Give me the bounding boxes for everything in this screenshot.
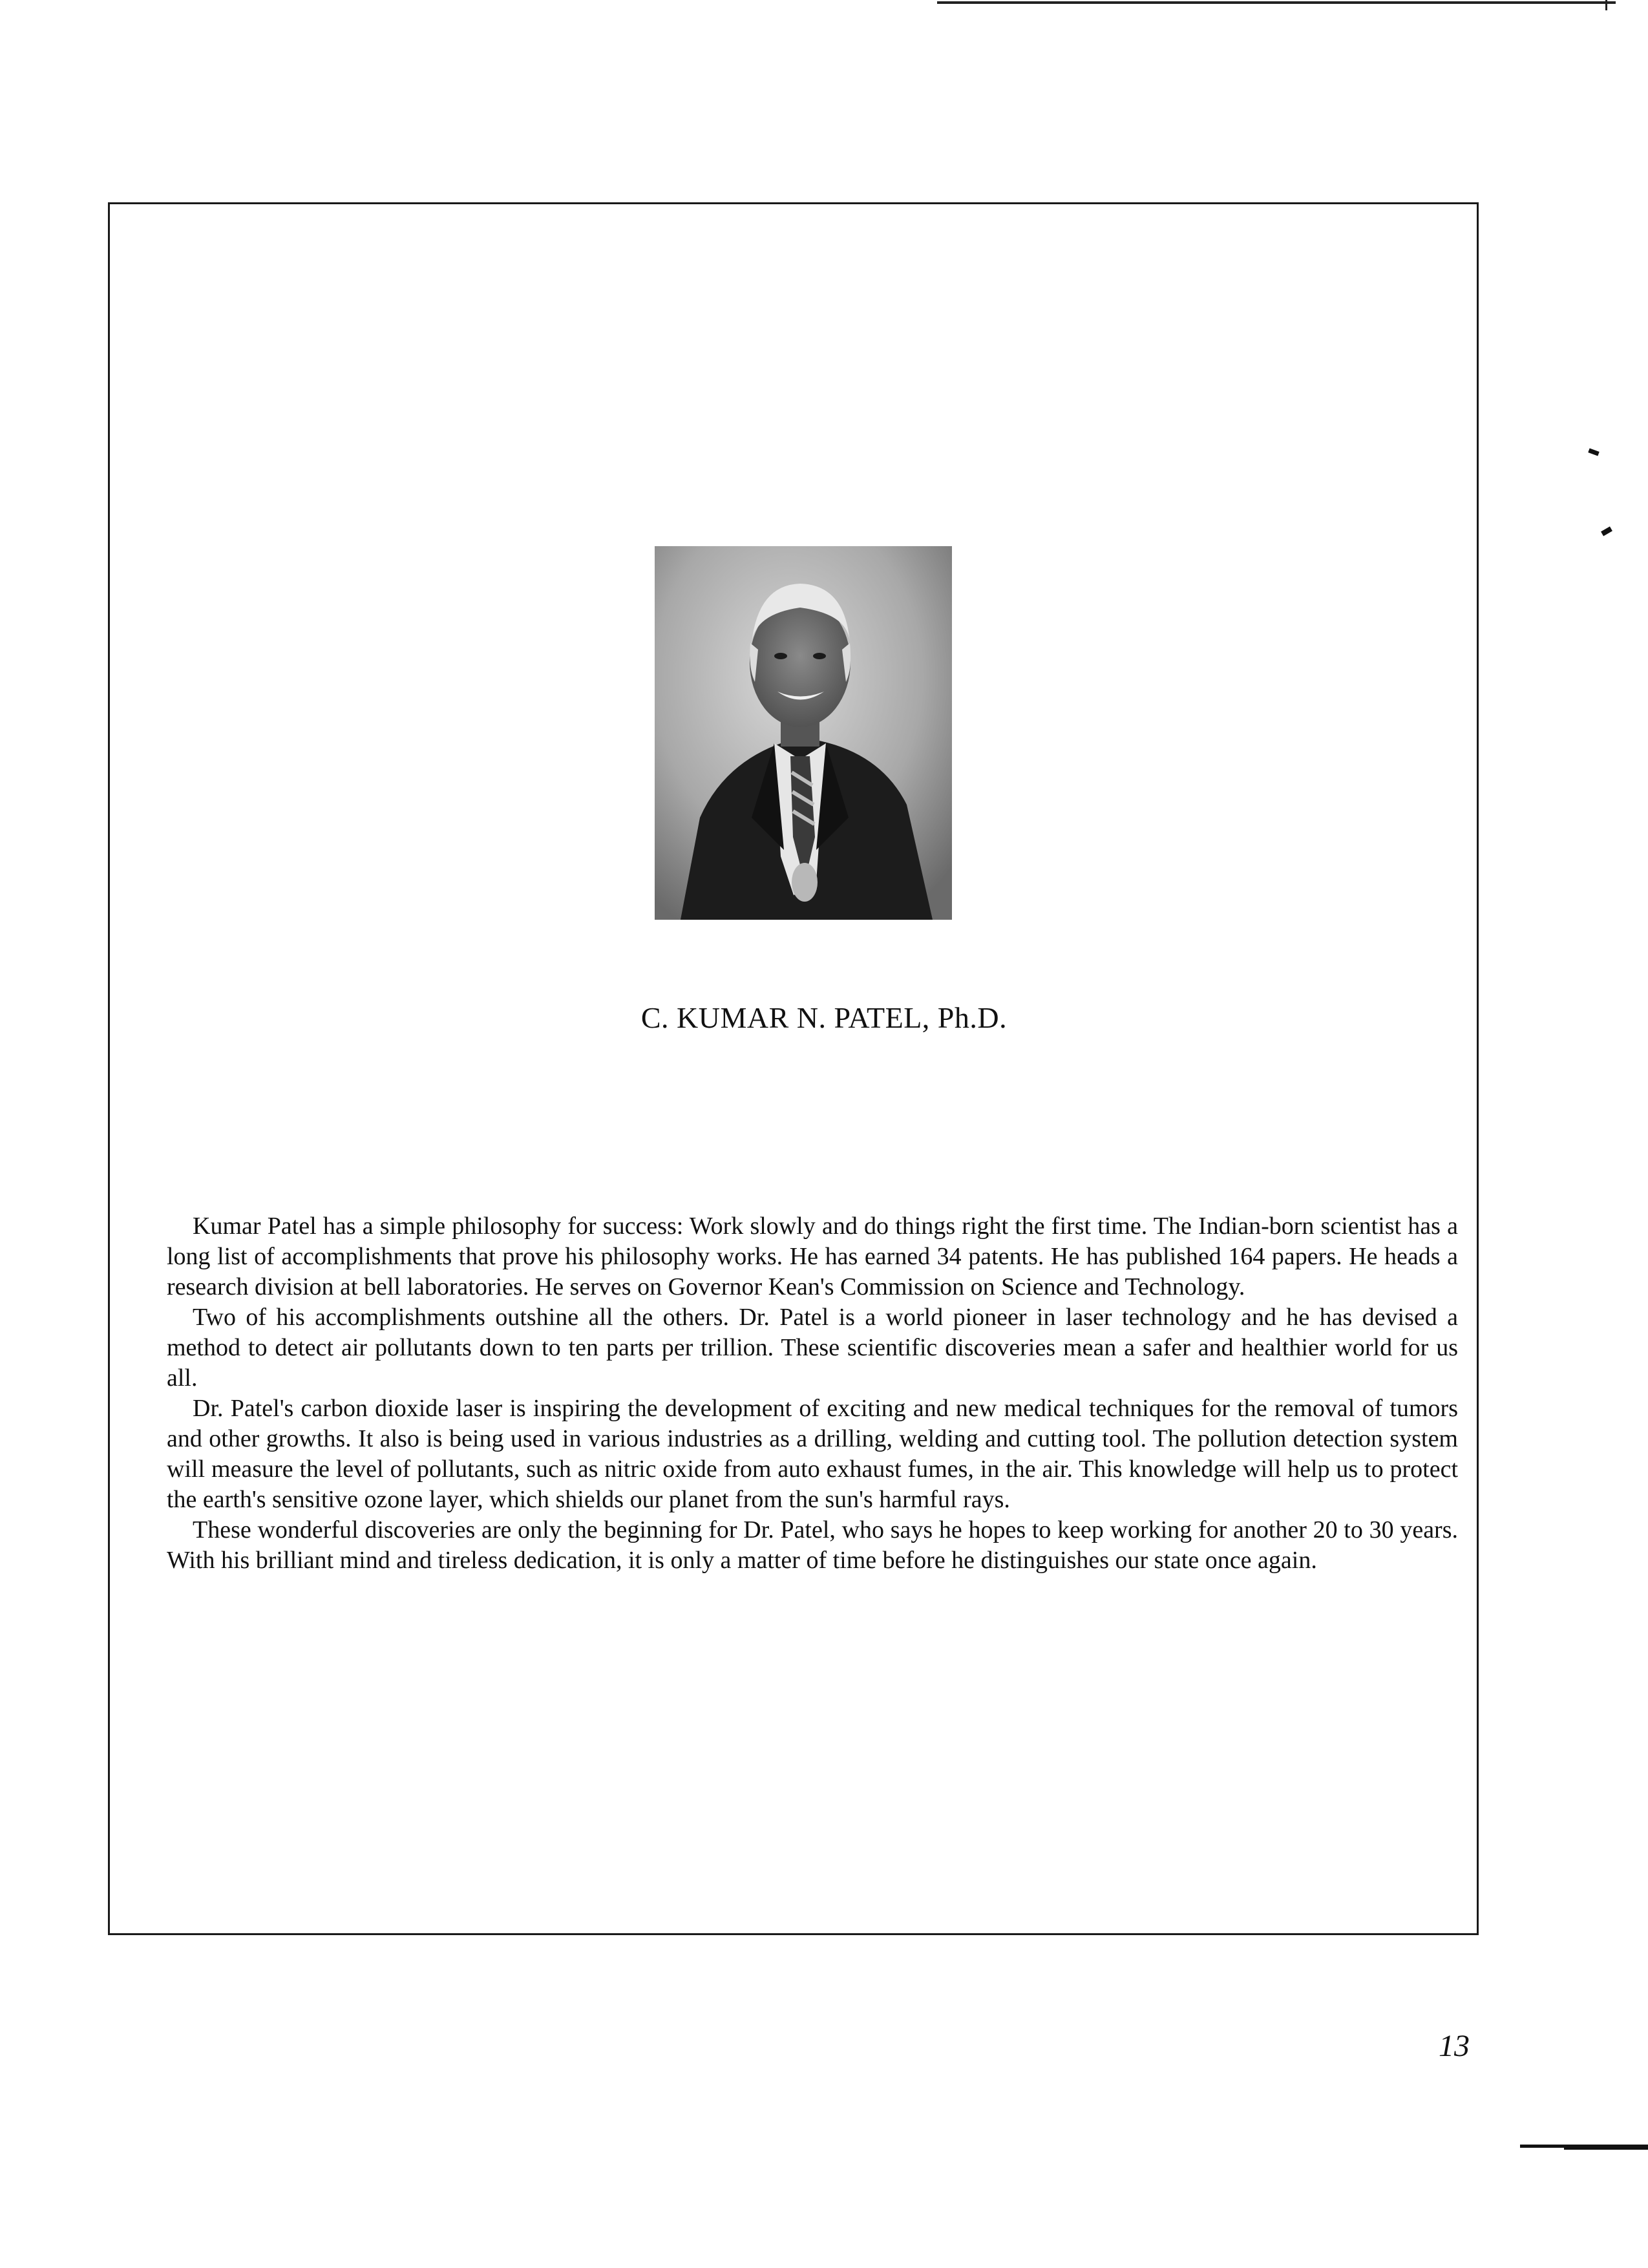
- article-paragraph: These wonderful discoveries are only the beginning for Dr. Patel, who says he hopes to keep working for another 20 to 30 years. With his brilliant mind and tireless dedication, it is only a matter of time before he distinguishes our state once again.: [167, 1516, 1458, 1574]
- portrait-caption: C. KUMAR N. PATEL, Ph.D.: [640, 1001, 1008, 1034]
- scan-mark: [1588, 448, 1599, 456]
- article-body: [167, 1211, 1458, 1576]
- scan-mark: [1564, 2147, 1648, 2150]
- page-number: 13: [1439, 2029, 1470, 2063]
- scan-mark: [1601, 527, 1612, 536]
- top-rule: [937, 1, 1616, 4]
- portrait-photo: [655, 546, 952, 920]
- article-paragraph: Two of his accomplishments outshine all the others. Dr. Patel is a world pioneer in laser technology and he has devised a method to detect air pollutants down to ten parts per trillion. These scientific discoveries mean a safer and healthier world for us all.: [167, 1304, 1458, 1392]
- top-rule-tick: [1605, 0, 1607, 10]
- article-paragraph: Dr. Patel's carbon dioxide laser is inspiring the development of exciting and new medical techniques for the removal of tumors and other growths. It also is being used in various industries as a drilling, welding and cutting tool. The pollution detection system will measure the level of pollutants, such as nitric oxide from auto exhaust fumes, in the air. This knowledge will help us to protect the earth's sensitive ozone layer, which shields our planet from the sun's harmful rays.: [167, 1395, 1458, 1513]
- page-frame: [108, 202, 1479, 1935]
- article-paragraph: Kumar Patel has a simple philosophy for success: Work slowly and do things right the first time. The Indian-born scientist has a long list of accomplishments that prove his philosophy works. He has earned 34 patents. He has published 164 papers. He heads a research division at bell laboratories. He serves on Governor Kean's Commission on Science and Technology.: [167, 1213, 1458, 1300]
